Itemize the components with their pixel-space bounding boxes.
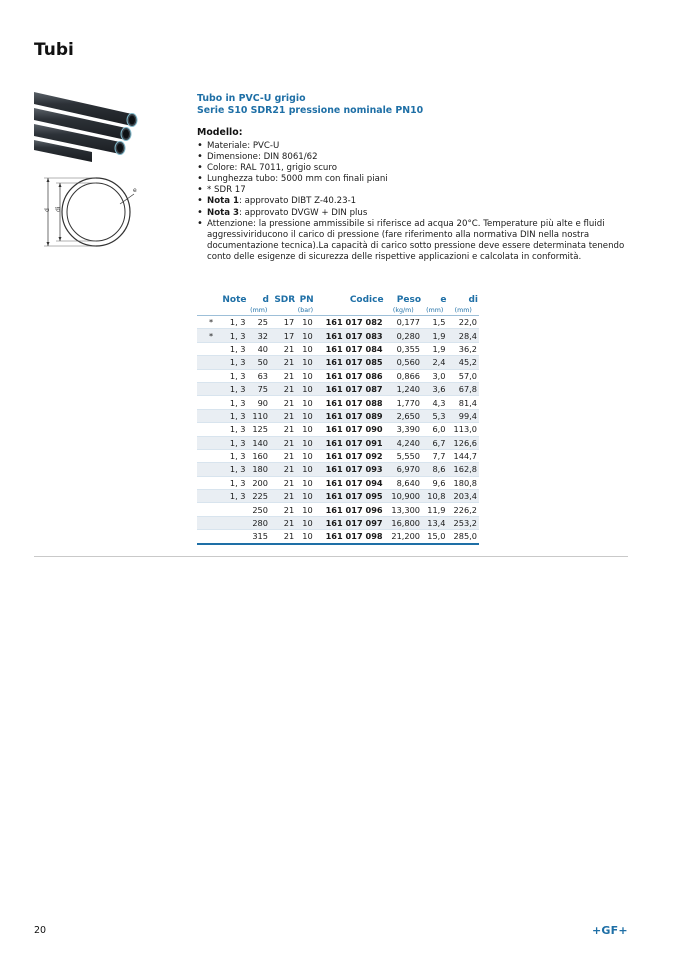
cell-e: 11,9 [422, 503, 447, 516]
header-d: d [262, 295, 269, 305]
cell-code: 161 017 093 [315, 463, 385, 476]
cell-d: 110 [247, 409, 270, 422]
cell-di: 99,4 [447, 409, 479, 422]
table-row [197, 423, 479, 436]
cell-d: 160 [247, 449, 270, 462]
unit-di: (mm) [447, 305, 479, 316]
bullet-item: • Materiale: PVC-U [197, 140, 280, 151]
unit-d: (mm) [247, 305, 270, 316]
cell-d: 180 [247, 463, 270, 476]
cell-di: 203,4 [447, 490, 479, 503]
cell-star [197, 369, 225, 382]
cell-weight: 5,550 [385, 449, 422, 462]
cell-star [197, 449, 225, 462]
cell-pn: 10 [296, 369, 314, 382]
cell-pn: 10 [296, 449, 314, 462]
cell-code: 161 017 087 [315, 382, 385, 395]
cell-star [197, 423, 225, 436]
product-heading-line2: Serie S10 SDR21 pressione nominale PN10 [197, 104, 424, 116]
cell-d: 140 [247, 436, 270, 449]
cell-note: 1, 3 [225, 342, 247, 355]
cell-e: 4,3 [422, 396, 447, 409]
cell-weight: 8,640 [385, 476, 422, 489]
table-row [197, 329, 479, 342]
cell-d: 200 [247, 476, 270, 489]
cell-weight: 3,390 [385, 423, 422, 436]
cell-pn: 10 [296, 503, 314, 516]
cell-weight: 6,970 [385, 463, 422, 476]
cell-note: 1, 3 [225, 382, 247, 395]
cell-weight: 1,770 [385, 396, 422, 409]
cell-code: 161 017 096 [315, 503, 385, 516]
cell-code: 161 017 083 [315, 329, 385, 342]
cell-di: 28,4 [447, 329, 479, 342]
table-row [197, 409, 479, 422]
cell-star [197, 516, 225, 529]
cell-sdr: 21 [270, 463, 296, 476]
cell-weight: 4,240 [385, 436, 422, 449]
cell-d: 25 [247, 316, 270, 329]
cell-e: 6,0 [422, 423, 447, 436]
cell-note: 1, 3 [225, 409, 247, 422]
table-row [197, 396, 479, 409]
cell-e: 10,8 [422, 490, 447, 503]
cell-weight: 0,355 [385, 342, 422, 355]
cell-code: 161 017 097 [315, 516, 385, 529]
cell-note: 1, 3 [225, 329, 247, 342]
cell-note: 1, 3 [225, 356, 247, 369]
bullet-item: • Colore: RAL 7011, grigio scuro [197, 162, 337, 174]
cell-di: 36,2 [447, 342, 479, 355]
cell-sdr: 21 [270, 449, 296, 462]
cell-pn: 10 [296, 516, 314, 529]
cell-e: 15,0 [422, 530, 447, 544]
cell-d: 32 [247, 329, 270, 342]
cell-di: 162,8 [447, 463, 479, 476]
cell-note [225, 530, 247, 544]
cell-pn: 10 [296, 316, 314, 329]
cell-pn: 10 [296, 436, 314, 449]
cell-code: 161 017 085 [315, 356, 385, 369]
cell-pn: 10 [296, 409, 314, 422]
bullet-item: • Nota 1: approvato DIBT Z-40.23-1 [197, 195, 357, 207]
table-row [197, 516, 479, 529]
unit-pn: (bar) [297, 306, 314, 314]
diagram-label-d: d [44, 208, 51, 212]
table-header-row [197, 292, 479, 305]
cell-pn: 10 [296, 342, 314, 355]
cell-di: 253,2 [447, 516, 479, 529]
cell-code: 161 017 084 [315, 342, 385, 355]
cell-sdr: 17 [270, 329, 296, 342]
cell-note: 1, 3 [225, 316, 247, 329]
cell-sdr: 21 [270, 476, 296, 489]
outer-diameter-circle [62, 178, 130, 246]
pipe-cross-section-diagram [40, 172, 140, 250]
cell-pn: 10 [296, 396, 314, 409]
cell-pn: 10 [296, 382, 314, 395]
cell-pn: 10 [296, 463, 314, 476]
bullet-item: • * SDR 17 [197, 184, 246, 196]
cell-e: 8,6 [422, 463, 447, 476]
cell-weight: 10,900 [385, 490, 422, 503]
cell-e: 1,9 [422, 342, 447, 355]
bullet-item: • Dimensione: DIN 8061/62 [197, 151, 318, 163]
page-number: 20 [34, 925, 47, 936]
cell-d: 90 [247, 396, 270, 409]
cell-note: 1, 3 [225, 396, 247, 409]
header-di: di [468, 295, 478, 305]
unit-e: (mm) [422, 305, 447, 316]
gf-logo: +GF+ [592, 924, 628, 937]
cell-code: 161 017 082 [315, 316, 385, 329]
cell-star [197, 382, 225, 395]
cell-weight: 13,300 [385, 503, 422, 516]
cell-weight: 0,177 [385, 316, 422, 329]
cell-di: 81,4 [447, 396, 479, 409]
table-row [197, 436, 479, 449]
cell-sdr: 21 [270, 356, 296, 369]
cell-note: 1, 3 [225, 449, 247, 462]
cell-d: 315 [247, 530, 270, 544]
header-e: e [440, 295, 447, 305]
cell-e: 7,7 [422, 449, 447, 462]
cell-e: 5,3 [422, 409, 447, 422]
cell-note: 1, 3 [225, 476, 247, 489]
cell-code: 161 017 086 [315, 369, 385, 382]
table-row [197, 490, 479, 503]
cell-pn: 10 [296, 423, 314, 436]
pipe-spec-table [197, 292, 479, 545]
cell-code: 161 017 089 [315, 409, 385, 422]
table-body [197, 316, 479, 544]
header-note: Note [222, 295, 247, 305]
table-row [197, 356, 479, 369]
cell-di: 285,0 [447, 530, 479, 544]
cell-code: 161 017 090 [315, 423, 385, 436]
cell-code: 161 017 092 [315, 449, 385, 462]
cell-star [197, 476, 225, 489]
header-code: Codice [349, 295, 384, 305]
table-row [197, 449, 479, 462]
cell-weight: 21,200 [385, 530, 422, 544]
cell-sdr: 17 [270, 316, 296, 329]
cell-star [197, 503, 225, 516]
cell-di: 180,8 [447, 476, 479, 489]
cell-sdr: 21 [270, 342, 296, 355]
product-heading [197, 93, 577, 116]
cell-di: 226,2 [447, 503, 479, 516]
cell-sdr: 21 [270, 369, 296, 382]
cell-star [197, 490, 225, 503]
cell-d: 50 [247, 356, 270, 369]
page-title: Tubi [34, 40, 74, 60]
cell-weight: 2,650 [385, 409, 422, 422]
cell-code: 161 017 088 [315, 396, 385, 409]
cell-star: * [197, 316, 225, 329]
cell-weight: 16,800 [385, 516, 422, 529]
cell-di: 45,2 [447, 356, 479, 369]
cell-pn: 10 [296, 356, 314, 369]
cell-note: 1, 3 [225, 436, 247, 449]
cell-sdr: 21 [270, 490, 296, 503]
table-row [197, 342, 479, 355]
cell-e: 3,6 [422, 382, 447, 395]
section-divider [34, 556, 628, 557]
cell-note [225, 503, 247, 516]
cell-e: 9,6 [422, 476, 447, 489]
cell-d: 40 [247, 342, 270, 355]
cell-star [197, 436, 225, 449]
cell-di: 57,0 [447, 369, 479, 382]
cell-di: 22,0 [447, 316, 479, 329]
cell-d: 75 [247, 382, 270, 395]
cell-star: * [197, 329, 225, 342]
cell-star [197, 463, 225, 476]
header-pn: PN [299, 295, 314, 305]
cell-note: 1, 3 [225, 463, 247, 476]
cell-note [225, 516, 247, 529]
header-weight: Peso [396, 295, 422, 305]
pipe-photo [34, 90, 144, 166]
cell-pn: 10 [296, 490, 314, 503]
cell-star [197, 356, 225, 369]
unit-weight: (kg/m) [385, 305, 422, 316]
cell-pn: 10 [296, 530, 314, 544]
cell-e: 13,4 [422, 516, 447, 529]
cell-pn: 10 [296, 476, 314, 489]
cell-code: 161 017 091 [315, 436, 385, 449]
table-row [197, 316, 479, 329]
table-row [197, 369, 479, 382]
bullet-item: • Nota 3: approvato DVGW + DIN plus [197, 206, 368, 218]
cell-e: 6,7 [422, 436, 447, 449]
model-label: Modello: [197, 127, 243, 138]
cell-note: 1, 3 [225, 490, 247, 503]
product-heading-line1: Tubo in PVC-U grigio [197, 93, 306, 104]
cell-e: 3,0 [422, 369, 447, 382]
cell-pn: 10 [296, 329, 314, 342]
cell-star [197, 396, 225, 409]
cell-di: 67,8 [447, 382, 479, 395]
diagram-label-di: di [55, 206, 62, 212]
inner-diameter-circle [67, 183, 125, 241]
cell-d: 125 [247, 423, 270, 436]
header-sdr: SDR [274, 295, 296, 305]
table-row [197, 503, 479, 516]
diagram-label-e: e [133, 187, 137, 194]
cell-code: 161 017 098 [315, 530, 385, 544]
cell-weight: 0,866 [385, 369, 422, 382]
cell-code: 161 017 095 [315, 490, 385, 503]
cell-di: 113,0 [447, 423, 479, 436]
cell-weight: 0,560 [385, 356, 422, 369]
cell-sdr: 21 [270, 436, 296, 449]
cell-note: 1, 3 [225, 369, 247, 382]
cell-sdr: 21 [270, 396, 296, 409]
cell-sdr: 21 [270, 423, 296, 436]
cell-star [197, 530, 225, 544]
table-row [197, 382, 479, 395]
cell-sdr: 21 [270, 409, 296, 422]
cell-d: 250 [247, 503, 270, 516]
table-row [197, 476, 479, 489]
cell-sdr: 21 [270, 382, 296, 395]
cell-note: 1, 3 [225, 423, 247, 436]
cell-weight: 0,280 [385, 329, 422, 342]
cell-d: 225 [247, 490, 270, 503]
cell-di: 126,6 [447, 436, 479, 449]
cell-weight: 1,240 [385, 382, 422, 395]
cell-d: 280 [247, 516, 270, 529]
bullet-item: • Lunghezza tubo: 5000 mm con finali piani [197, 173, 388, 185]
cell-star [197, 342, 225, 355]
cell-code: 161 017 094 [315, 476, 385, 489]
bullet-item: • Attenzione: la pressione ammissibile si riferisce ad acqua 20°C. Temperature più alte e fluidi aggressiviriducono il carico di pressione (fare riferimento alla normativa DIN nella nostra documentazione tecnica).La capacità di carico sotto pressione deve essere determinata tenendo conto delle esigenze di sicurezza delle rispettive applicazioni e calcolata in conformità. [197, 217, 625, 262]
cell-e: 1,9 [422, 329, 447, 342]
cell-e: 1,5 [422, 316, 447, 329]
table-units-row [197, 305, 479, 316]
cell-d: 63 [247, 369, 270, 382]
cell-star [197, 409, 225, 422]
spec-bullet-list [197, 141, 627, 263]
cell-sdr: 21 [270, 503, 296, 516]
table-row [197, 463, 479, 476]
table-row [197, 530, 479, 544]
cell-di: 144,7 [447, 449, 479, 462]
cell-e: 2,4 [422, 356, 447, 369]
cell-sdr: 21 [270, 516, 296, 529]
cell-sdr: 21 [270, 530, 296, 544]
